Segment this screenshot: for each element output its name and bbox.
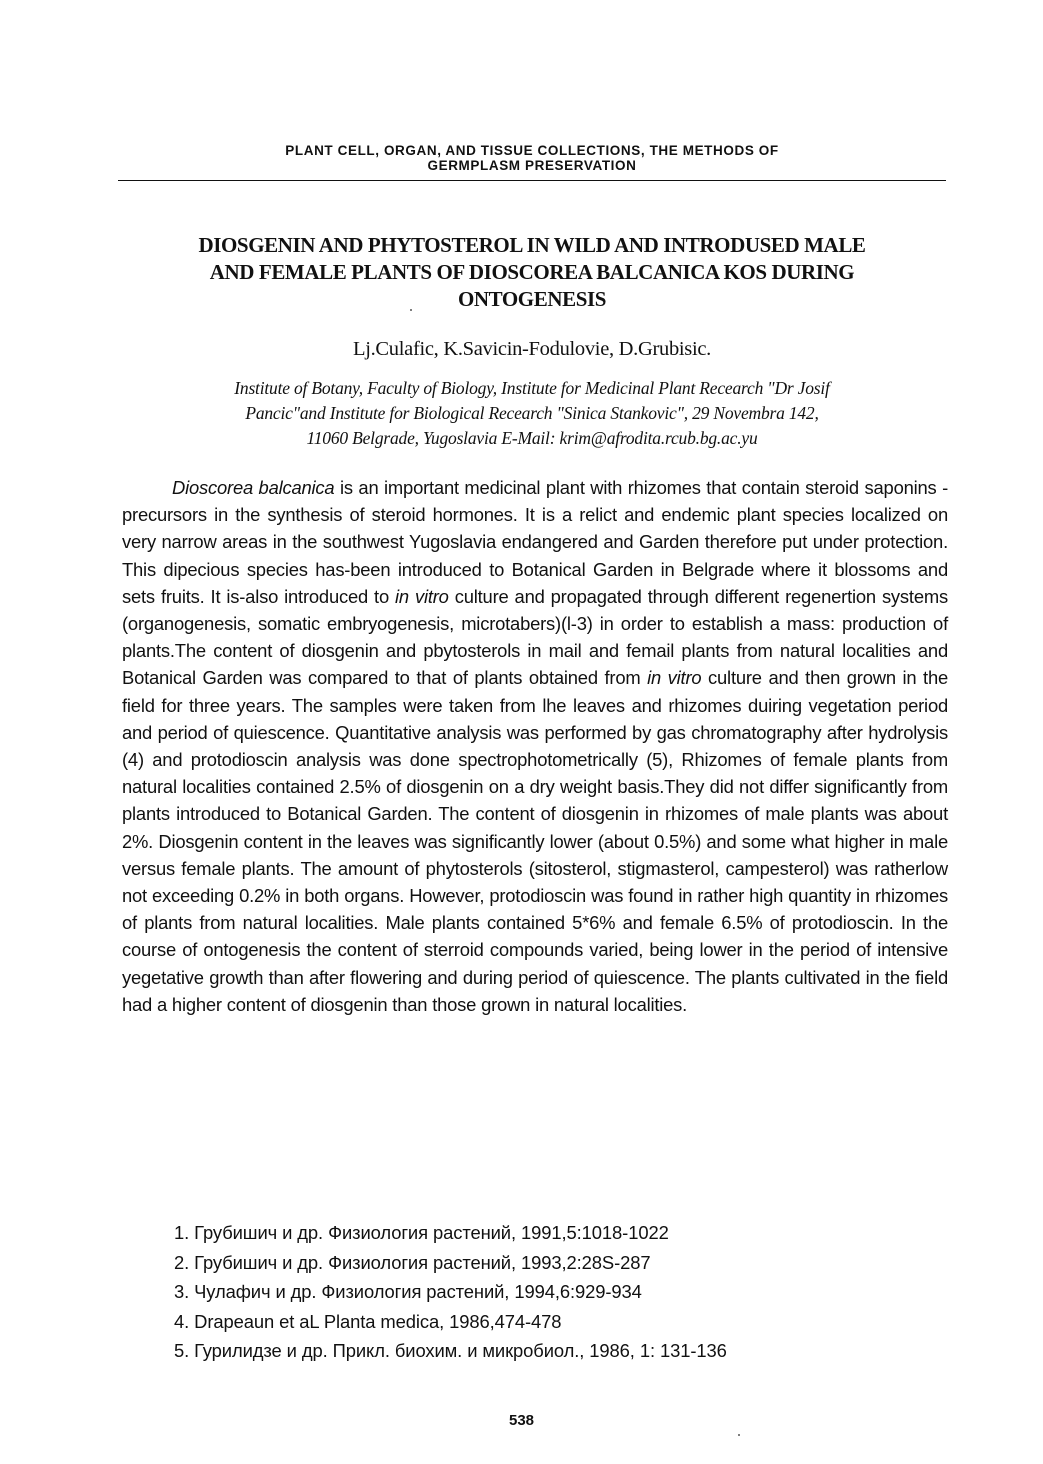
author-list: Lj.Culafic, K.Savicin-Fodulovie, D.Grubisic. — [352, 338, 712, 360]
scan-speck — [738, 1434, 740, 1436]
in-vitro-term: in vitro — [395, 585, 449, 607]
header-rule — [118, 180, 946, 181]
abstract-text-1: is an important medicinal plant with rhizomes that contain steroid saponins - precursors in the synthesis of steroid hormones. It is a relict and endemic plant species localized on very narrow areas in the southwest Yugoslavia endangered and Garden therefore put under protection. This dipecious species has-been introduced to Botanical Garden in Belgrade where it blossoms and sets fruits. It is-also introduced to — [122, 477, 948, 607]
reference-item: 5. Гурилидзе и др. Прикл. биохим. и микробиол., 1986, 1: 131-136 — [174, 1340, 727, 1362]
running-header — [118, 143, 946, 173]
reference-item: 2. Грубишич и др. Физиология растений, 1993,2:28S-287 — [174, 1251, 651, 1273]
affiliation-line-2: Pancic"and Institute for Biological Recearch "Sinica Stankovic", 29 Novembra 142, — [245, 403, 819, 423]
reference-list — [174, 1218, 954, 1366]
reference-item: 1. Грубишич и др. Физиология растений, 1991,5:1018-1022 — [174, 1222, 669, 1243]
abstract-text-2: culture and propagated through different regenertion systems (organogenesis, somatic embryogenesis, microtabers)(l-3) in order to establish a mass: production of plants.The content of diosgenin and pbytosterols in mail and femail plants from natural localities and Botanical Garden was compared to that of plants obtained from — [122, 585, 948, 689]
reference-item: 3. Чулафич и др. Физиология растений, 1994,6:929-934 — [174, 1281, 642, 1303]
page-number: 538 — [508, 1412, 535, 1429]
affiliation-line-1: Institute of Botany, Faculty of Biology, Institute for Medicinal Plant Recearch "Dr Josif — [234, 378, 830, 398]
scan-speck — [410, 309, 412, 311]
paper-title-line-1: DIOSGENIN AND PHYTOSTEROL IN WILD AND INTRODUSED MALE — [198, 233, 866, 257]
abstract-text-3: culture and then grown in the field for three years. The samples were taken from lhe leaves and rhizomes duiring vegetation period and period of quiescence. Quantitative analysis was performed by gas chromatography after hydrolysis (4) and protodioscin analysis was done spectrophotometrically (5), Rhizomes of female plants from natural localities contained 2.5% of diosgenin on a dry weight basis.They did not differ significantly from plants introduced to Botanical Garden. The content of diosgenin in rhizomes of male plants was about 2%. Diosgenin content in the leaves was significantly lower (about 0.5%) and some what higher in male versus female plants. The amount of phytosterols (sitosterol, stigmasterol, campesterol) was ratherlow not exceeding 0.2% in both organs. However, protodioscin was found in rather high quantity in rhizomes of plants from natural localities. Male plants contained 5*6% and female 6.5% of protodioscin. In the course of ontogenesis the content of sterroid compounds varied, being lower in the period of intensive yegetative growth than after flowering and during period of quiescence. The plants cultivated in the field had a higher content of diosgenin than those grown in natural localities. — [122, 667, 948, 1015]
affiliation — [118, 376, 946, 451]
paper-title-line-3: ONTOGENESIS — [457, 287, 607, 311]
reference-item: 4. Drapeaun et aL Planta medica, 1986,474-478 — [174, 1310, 562, 1332]
paper-title — [118, 232, 946, 313]
species-name: Dioscorea balcanica — [172, 477, 335, 498]
in-vitro-term: in vitro — [647, 667, 702, 689]
running-header-line-2: GERMPLASM PRESERVATION — [427, 158, 637, 173]
running-header-line-1: PLANT CELL, ORGAN, AND TISSUE COLLECTIONS, THE METHODS OF — [285, 143, 779, 158]
affiliation-line-3: 11060 Belgrade, Yugoslavia E-Mail: krim@afrodita.rcub.bg.ac.yu — [306, 428, 758, 448]
paper-title-line-2: AND FEMALE PLANTS OF DIOSCOREA BALCANICA KOS DURING — [209, 260, 855, 284]
abstract-paragraph — [122, 474, 948, 1018]
